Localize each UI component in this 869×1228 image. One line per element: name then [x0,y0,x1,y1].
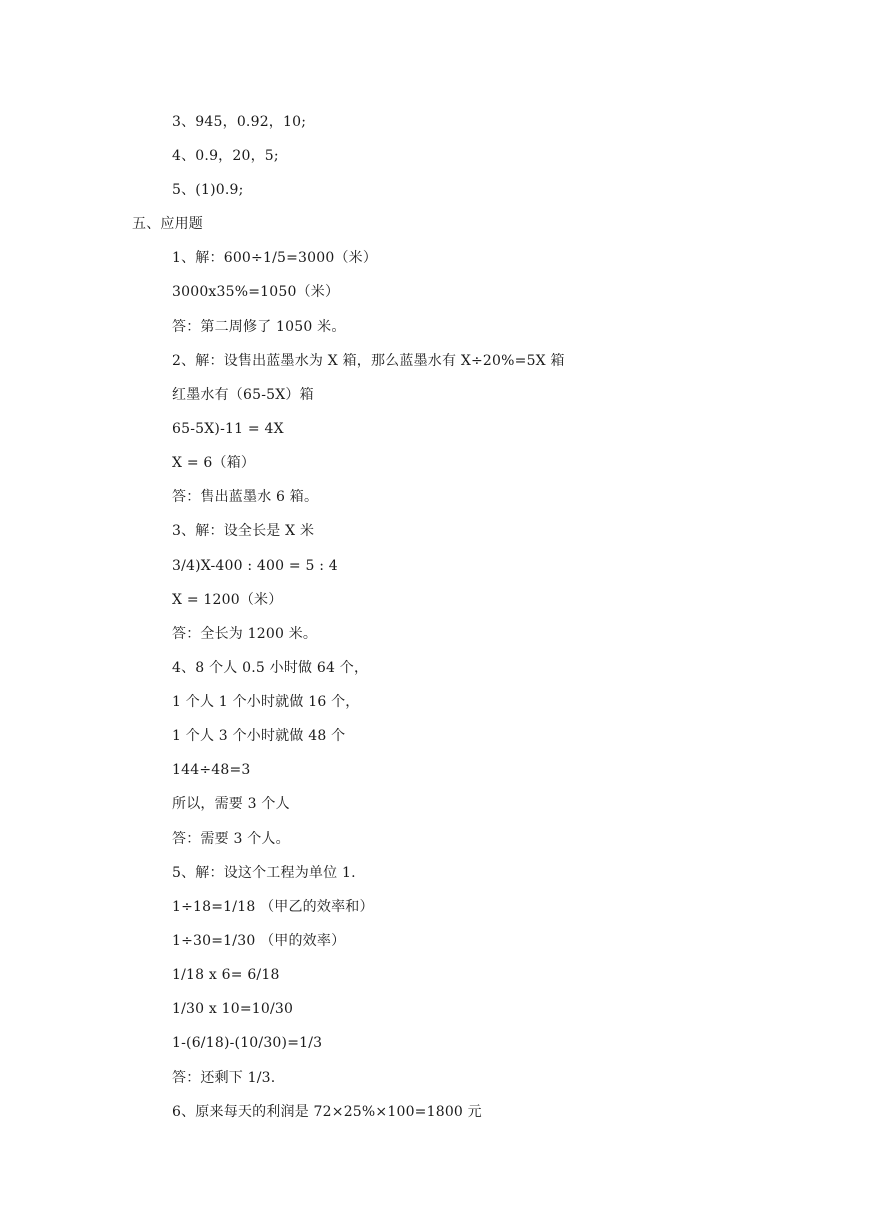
problem-3-line-1: 3、解：设全长是 X 米 [172,523,315,539]
problem-5-line-1: 5、解：设这个工程为单位 1. [172,865,356,881]
problem-6-line-1: 6、原来每天的利润是 72×25%×100=1800 元 [172,1104,482,1120]
answer-line-4: 4、0.9，20，5; [172,148,279,164]
problem-5-line-6: 1-(6/18)-(10/30)=1/3 [172,1035,323,1051]
problem-2-line-1: 2、解：设售出蓝墨水为 X 箱，那么蓝墨水有 X÷20%=5X 箱 [172,353,565,369]
problem-4-answer: 答：需要 3 个人。 [172,831,290,847]
problem-4-line-4: 144÷48=3 [172,762,251,778]
problem-4-line-5: 所以，需要 3 个人 [172,796,290,812]
answer-line-5: 5、(1)0.9; [172,182,244,198]
problem-3-answer: 答：全长为 1200 米。 [172,626,318,642]
problem-4-line-2: 1 个人 1 个小时就做 16 个， [172,694,360,710]
problem-4-line-1: 4、8 个人 0.5 小时做 64 个， [172,660,369,676]
problem-2-line-3: 65-5X)-11 = 4X [172,421,284,437]
problem-2-line-4: X = 6（箱） [172,455,256,471]
answer-line-3: 3、945，0.92，10; [172,114,307,130]
problem-5-line-4: 1/18 x 6= 6/18 [172,967,280,983]
problem-1-answer: 答：第二周修了 1050 米。 [172,319,346,335]
problem-4-line-3: 1 个人 3 个小时就做 48 个 [172,728,346,744]
problem-2-line-2: 红墨水有（65-5X）箱 [172,387,314,403]
problem-5-line-5: 1/30 x 10=10/30 [172,1001,294,1017]
section-heading: 五、应用题 [132,216,203,232]
problem-1-line-1: 1、解：600÷1/5=3000（米） [172,250,378,266]
problem-3-line-2: 3/4)X-400 : 400 = 5 : 4 [172,558,338,574]
problem-5-line-3: 1÷30=1/30 （甲的效率） [172,933,346,949]
problem-5-answer: 答：还剩下 1/3. [172,1070,276,1086]
problem-2-answer: 答：售出蓝墨水 6 箱。 [172,489,319,505]
problem-3-line-3: X = 1200（米） [172,592,283,608]
problem-1-line-2: 3000x35%=1050（米） [172,284,340,300]
problem-5-line-2: 1÷18=1/18 （甲乙的效率和） [172,899,374,915]
